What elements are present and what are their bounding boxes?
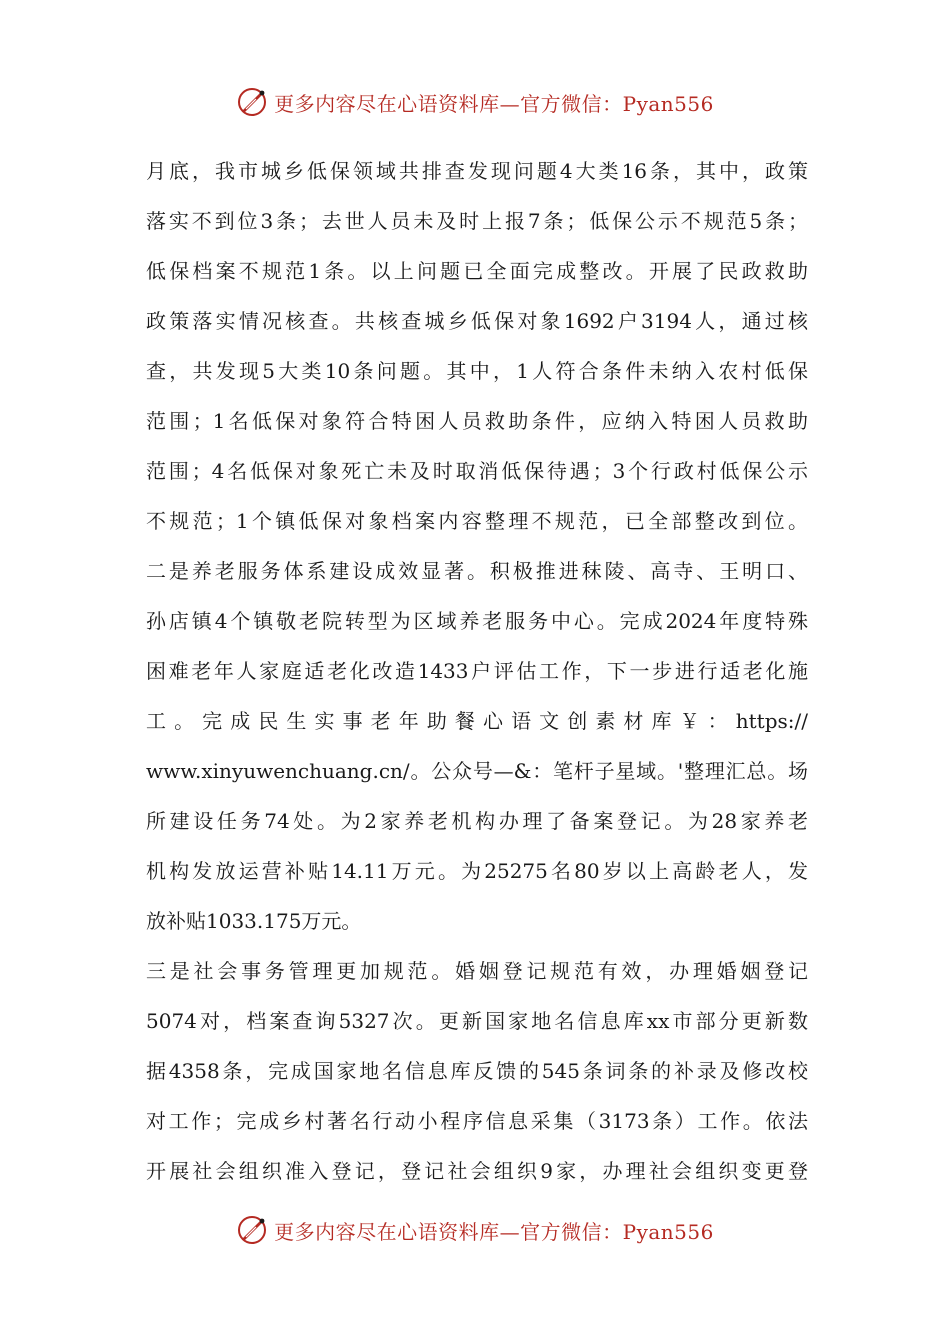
text-line: 机构发放运营补贴14.11万元。为25275名80岁以上高龄老人，发 bbox=[146, 859, 808, 883]
text-line: 所建设任务74处。为2家养老机构办理了备案登记。为28家养老 bbox=[146, 809, 808, 833]
footer-watermark-text: 更多内容尽在心语资料库—官方微信：Pyan556 bbox=[274, 1219, 714, 1244]
text-line: 工。完成民生实事老年助餐心语文创素材库￥：https:// bbox=[146, 709, 808, 733]
text-line: www.xinyuwenchuang.cn/。公众号—&：笔杆子星域。'整理汇总。场 bbox=[146, 759, 808, 783]
text-line: 困难老年人家庭适老化改造1433户评估工作，下一步进行适老化施 bbox=[146, 659, 808, 683]
footer-watermark-banner bbox=[0, 1208, 950, 1252]
text-line: 低保档案不规范1条。以上问题已全面完成整改。开展了民政救助 bbox=[146, 259, 808, 283]
text-line: 范围；1名低保对象符合特困人员救助条件，应纳入特困人员救助 bbox=[146, 409, 808, 433]
header-watermark-text: 更多内容尽在心语资料库—官方微信：Pyan556 bbox=[274, 91, 714, 116]
text-line: 范围；4名低保对象死亡未及时取消低保待遇；3个行政村低保公示 bbox=[146, 459, 808, 483]
text-line: 孙店镇4个镇敬老院转型为区域养老服务中心。完成2024年度特殊 bbox=[146, 609, 808, 633]
text-line: 对工作；完成乡村著名行动小程序信息采集（3173条）工作。依法 bbox=[146, 1109, 808, 1133]
quill-logo-icon bbox=[236, 1213, 270, 1247]
quill-logo-icon bbox=[236, 85, 270, 119]
document-body bbox=[146, 146, 808, 1196]
header-watermark-banner bbox=[0, 80, 950, 124]
text-line: 据4358条，完成国家地名信息库反馈的545条词条的补录及修改校 bbox=[146, 1059, 808, 1083]
text-line: 月底，我市城乡低保领域共排查发现问题4大类16条，其中，政策 bbox=[146, 159, 808, 183]
text-line: 政策落实情况核查。共核查城乡低保对象1692户3194人，通过核 bbox=[146, 309, 808, 333]
text-line: 5074对，档案查询5327次。更新国家地名信息库xx市部分更新数 bbox=[146, 1009, 808, 1033]
text-line: 放补贴1033.175万元。 bbox=[146, 909, 362, 933]
text-line: 查，共发现5大类10条问题。其中，1人符合条件未纳入农村低保 bbox=[146, 359, 808, 383]
text-line: 三是社会事务管理更加规范。婚姻登记规范有效，办理婚姻登记 bbox=[146, 959, 808, 983]
text-line: 开展社会组织准入登记，登记社会组织9家，办理社会组织变更登 bbox=[146, 1159, 808, 1183]
text-line: 落实不到位3条；去世人员未及时上报7条；低保公示不规范5条； bbox=[146, 209, 808, 233]
text-line: 不规范；1个镇低保对象档案内容整理不规范，已全部整改到位。 bbox=[146, 509, 808, 533]
text-line: 二是养老服务体系建设成效显著。积极推进秣陵、高寺、王明口、 bbox=[146, 559, 808, 583]
